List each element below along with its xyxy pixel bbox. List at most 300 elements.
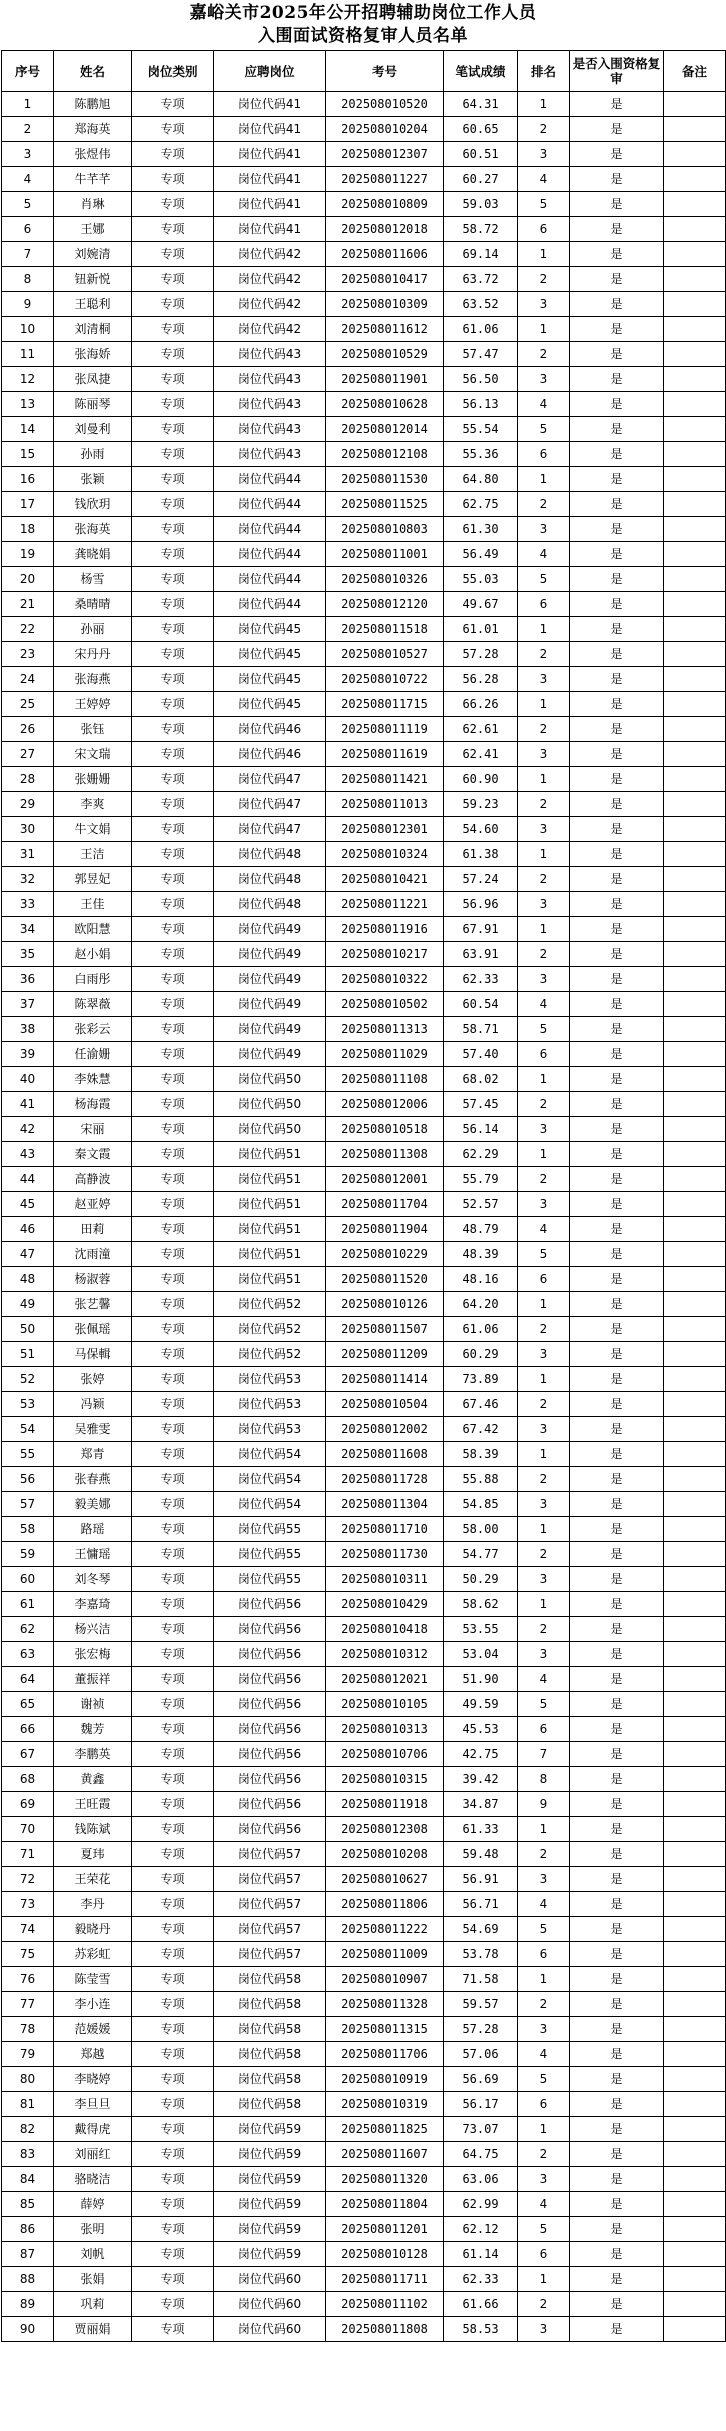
cell-name: 李姝慧 [54,1067,132,1092]
table-row [2,1692,726,1717]
cell-rank: 1 [518,1967,570,1992]
cell-seq: 59 [2,1542,54,1567]
cell-category: 专项 [132,1117,214,1142]
table-row [2,917,726,942]
cell-category: 专项 [132,1917,214,1942]
cell-score: 56.69 [444,2067,518,2092]
cell-qualified: 是 [570,1467,664,1492]
cell-category: 专项 [132,1992,214,2017]
cell-exam-number: 202508011108 [326,1067,444,1092]
cell-position: 岗位代码42 [214,242,326,267]
cell-qualified: 是 [570,667,664,692]
cell-name: 刘清桐 [54,317,132,342]
cell-remarks [664,717,726,742]
cell-qualified: 是 [570,342,664,367]
cell-remarks [664,267,726,292]
cell-score: 58.71 [444,1017,518,1042]
cell-seq: 63 [2,1642,54,1667]
cell-rank: 5 [518,192,570,217]
cell-score: 61.06 [444,1317,518,1342]
cell-exam-number: 202508012021 [326,1667,444,1692]
cell-rank: 3 [518,142,570,167]
cell-exam-number: 202508010919 [326,2067,444,2092]
cell-seq: 17 [2,492,54,517]
cell-score: 54.60 [444,817,518,842]
cell-position: 岗位代码49 [214,1017,326,1042]
cell-remarks [664,892,726,917]
cell-category: 专项 [132,1192,214,1217]
table-row [2,1092,726,1117]
cell-qualified: 是 [570,642,664,667]
cell-position: 岗位代码46 [214,717,326,742]
cell-position: 岗位代码55 [214,1517,326,1542]
cell-seq: 25 [2,692,54,717]
cell-remarks [664,767,726,792]
cell-qualified: 是 [570,1217,664,1242]
table-row [2,1392,726,1417]
cell-qualified: 是 [570,92,664,117]
cell-rank: 2 [518,2142,570,2167]
cell-rank: 1 [518,2117,570,2142]
cell-rank: 3 [518,1192,570,1217]
table-row [2,1667,726,1692]
cell-rank: 3 [518,817,570,842]
cell-seq: 82 [2,2117,54,2142]
cell-position: 岗位代码56 [214,1667,326,1692]
cell-category: 专项 [132,642,214,667]
cell-score: 71.58 [444,1967,518,1992]
cell-qualified: 是 [570,717,664,742]
cell-seq: 6 [2,217,54,242]
cell-exam-number: 202508011013 [326,792,444,817]
cell-seq: 2 [2,117,54,142]
cell-exam-number: 202508011608 [326,1442,444,1467]
cell-category: 专项 [132,667,214,692]
cell-qualified: 是 [570,1392,664,1417]
cell-remarks [664,1842,726,1867]
cell-qualified: 是 [570,242,664,267]
cell-seq: 90 [2,2317,54,2342]
cell-exam-number: 202508011227 [326,167,444,192]
cell-qualified: 是 [570,2217,664,2242]
cell-qualified: 是 [570,967,664,992]
table-row [2,2017,726,2042]
cell-position: 岗位代码43 [214,417,326,442]
cell-remarks [664,1442,726,1467]
cell-exam-number: 202508011704 [326,1192,444,1217]
cell-qualified: 是 [570,1592,664,1617]
cell-category: 专项 [132,1767,214,1792]
cell-position: 岗位代码57 [214,1942,326,1967]
cell-seq: 44 [2,1167,54,1192]
cell-position: 岗位代码45 [214,642,326,667]
cell-remarks [664,792,726,817]
table-row [2,417,726,442]
cell-remarks [664,1867,726,1892]
cell-qualified: 是 [570,392,664,417]
cell-qualified: 是 [570,617,664,642]
cell-category: 专项 [132,1217,214,1242]
cell-category: 专项 [132,1817,214,1842]
cell-rank: 3 [518,1117,570,1142]
table-row [2,892,726,917]
cell-rank: 2 [518,1842,570,1867]
cell-rank: 6 [518,442,570,467]
cell-score: 48.79 [444,1217,518,1242]
cell-score: 55.79 [444,1167,518,1192]
cell-remarks [664,1742,726,1767]
cell-position: 岗位代码50 [214,1117,326,1142]
cell-exam-number: 202508011606 [326,242,444,267]
table-row [2,117,726,142]
cell-score: 57.28 [444,642,518,667]
cell-position: 岗位代码41 [214,142,326,167]
cell-position: 岗位代码51 [214,1267,326,1292]
table-row [2,1142,726,1167]
cell-category: 专项 [132,1042,214,1067]
cell-rank: 2 [518,867,570,892]
cell-name: 王荣花 [54,1867,132,1892]
cell-position: 岗位代码59 [214,2142,326,2167]
cell-seq: 64 [2,1667,54,1692]
cell-category: 专项 [132,117,214,142]
cell-qualified: 是 [570,842,664,867]
cell-name: 刘丽红 [54,2142,132,2167]
cell-name: 毅美娜 [54,1492,132,1517]
cell-name: 张海燕 [54,667,132,692]
cell-category: 专项 [132,1442,214,1467]
cell-remarks [664,392,726,417]
cell-seq: 20 [2,567,54,592]
cell-score: 60.90 [444,767,518,792]
cell-seq: 71 [2,1842,54,1867]
cell-seq: 88 [2,2267,54,2292]
cell-score: 57.40 [444,1042,518,1067]
cell-score: 62.12 [444,2217,518,2242]
cell-category: 专项 [132,1067,214,1092]
cell-exam-number: 202508011706 [326,2042,444,2067]
cell-remarks [664,1217,726,1242]
cell-name: 贾丽娟 [54,2317,132,2342]
cell-remarks [664,1942,726,1967]
cell-score: 42.75 [444,1742,518,1767]
cell-exam-number: 202508012120 [326,592,444,617]
cell-qualified: 是 [570,1492,664,1517]
cell-remarks [664,1767,726,1792]
cell-category: 专项 [132,1717,214,1742]
cell-seq: 1 [2,92,54,117]
cell-remarks [664,2092,726,2117]
table-row [2,492,726,517]
cell-position: 岗位代码45 [214,617,326,642]
cell-rank: 3 [518,2017,570,2042]
cell-qualified: 是 [570,1667,664,1692]
cell-category: 专项 [132,892,214,917]
cell-remarks [664,1042,726,1067]
header-qualified: 是否入围资格复审 [570,51,664,92]
cell-position: 岗位代码53 [214,1392,326,1417]
cell-name: 冯颖 [54,1392,132,1417]
table-row [2,692,726,717]
cell-remarks [664,2292,726,2317]
cell-seq: 48 [2,1267,54,1292]
cell-remarks [664,1617,726,1642]
cell-remarks [664,317,726,342]
cell-seq: 11 [2,342,54,367]
header-seq: 序号 [2,51,54,92]
table-row [2,2067,726,2092]
cell-score: 53.55 [444,1617,518,1642]
cell-position: 岗位代码58 [214,2042,326,2067]
cell-exam-number: 202508011201 [326,2217,444,2242]
cell-position: 岗位代码47 [214,817,326,842]
cell-name: 马保輯 [54,1342,132,1367]
cell-exam-number: 202508011612 [326,317,444,342]
table-row [2,292,726,317]
cell-qualified: 是 [570,1742,664,1767]
cell-category: 专项 [132,1642,214,1667]
table-row [2,1342,726,1367]
cell-name: 李丹 [54,1892,132,1917]
cell-score: 56.91 [444,1867,518,1892]
cell-exam-number: 202508010309 [326,292,444,317]
table-row [2,1417,726,1442]
cell-qualified: 是 [570,2067,664,2092]
cell-exam-number: 202508011607 [326,2142,444,2167]
cell-position: 岗位代码52 [214,1317,326,1342]
cell-seq: 66 [2,1717,54,1742]
cell-exam-number: 202508010313 [326,1717,444,1742]
cell-seq: 29 [2,792,54,817]
cell-seq: 47 [2,1242,54,1267]
cell-seq: 5 [2,192,54,217]
cell-category: 专项 [132,342,214,367]
cell-category: 专项 [132,492,214,517]
cell-remarks [664,2192,726,2217]
cell-category: 专项 [132,1242,214,1267]
cell-exam-number: 202508012108 [326,442,444,467]
cell-rank: 1 [518,1442,570,1467]
table-row [2,542,726,567]
cell-rank: 2 [518,1617,570,1642]
cell-name: 欧阳慧 [54,917,132,942]
table-row [2,2042,726,2067]
cell-name: 张明 [54,2217,132,2242]
cell-remarks [664,1992,726,2017]
cell-exam-number: 202508010312 [326,1642,444,1667]
cell-rank: 1 [518,917,570,942]
cell-name: 牛芊芊 [54,167,132,192]
cell-qualified: 是 [570,1342,664,1367]
document-title [0,0,726,50]
cell-seq: 30 [2,817,54,842]
cell-exam-number: 202508010527 [326,642,444,667]
cell-seq: 4 [2,167,54,192]
cell-exam-number: 202508010417 [326,267,444,292]
cell-rank: 2 [518,1992,570,2017]
cell-category: 专项 [132,292,214,317]
cell-exam-number: 202508011001 [326,542,444,567]
cell-qualified: 是 [570,1292,664,1317]
cell-remarks [664,2017,726,2042]
table-row [2,2192,726,2217]
cell-position: 岗位代码44 [214,467,326,492]
cell-exam-number: 202508010502 [326,992,444,1017]
cell-name: 桑晴晴 [54,592,132,617]
cell-remarks [664,167,726,192]
cell-rank: 2 [518,1392,570,1417]
cell-name: 张婷 [54,1367,132,1392]
cell-score: 67.46 [444,1392,518,1417]
cell-category: 专项 [132,867,214,892]
cell-remarks [664,842,726,867]
cell-remarks [664,2117,726,2142]
table-row [2,592,726,617]
cell-name: 王洁 [54,842,132,867]
table-row [2,717,726,742]
cell-score: 61.01 [444,617,518,642]
cell-name: 秦文霞 [54,1142,132,1167]
cell-exam-number: 202508010809 [326,192,444,217]
cell-exam-number: 202508011518 [326,617,444,642]
cell-seq: 28 [2,767,54,792]
cell-position: 岗位代码57 [214,1867,326,1892]
cell-category: 专项 [132,167,214,192]
cell-remarks [664,367,726,392]
cell-score: 63.91 [444,942,518,967]
cell-category: 专项 [132,517,214,542]
cell-rank: 2 [518,342,570,367]
table-row [2,2092,726,2117]
cell-rank: 5 [518,1917,570,1942]
cell-name: 黄鑫 [54,1767,132,1792]
cell-exam-number: 202508011315 [326,2017,444,2042]
cell-name: 任渝姗 [54,1042,132,1067]
cell-qualified: 是 [570,1942,664,1967]
cell-score: 61.06 [444,317,518,342]
cell-exam-number: 202508011525 [326,492,444,517]
cell-seq: 13 [2,392,54,417]
table-row [2,517,726,542]
cell-qualified: 是 [570,1917,664,1942]
cell-position: 岗位代码49 [214,917,326,942]
cell-qualified: 是 [570,1992,664,2017]
cell-score: 57.45 [444,1092,518,1117]
cell-position: 岗位代码45 [214,667,326,692]
cell-name: 孙丽 [54,617,132,642]
cell-exam-number: 202508011728 [326,1467,444,1492]
cell-score: 59.48 [444,1842,518,1867]
cell-qualified: 是 [570,542,664,567]
cell-category: 专项 [132,1517,214,1542]
cell-exam-number: 202508010126 [326,1292,444,1317]
cell-name: 王慵瑶 [54,1542,132,1567]
cell-seq: 69 [2,1792,54,1817]
cell-seq: 33 [2,892,54,917]
cell-score: 61.38 [444,842,518,867]
cell-category: 专项 [132,1342,214,1367]
cell-qualified: 是 [570,742,664,767]
cell-remarks [664,2217,726,2242]
cell-category: 专项 [132,1967,214,1992]
cell-position: 岗位代码48 [214,892,326,917]
cell-exam-number: 202508012002 [326,1417,444,1442]
cell-rank: 3 [518,292,570,317]
cell-score: 63.52 [444,292,518,317]
table-row [2,1742,726,1767]
cell-category: 专项 [132,1467,214,1492]
cell-score: 62.33 [444,2267,518,2292]
cell-rank: 6 [518,2242,570,2267]
cell-remarks [664,592,726,617]
table-header-row [2,51,726,92]
cell-remarks [664,967,726,992]
cell-seq: 43 [2,1142,54,1167]
cell-category: 专项 [132,1592,214,1617]
table-row [2,1717,726,1742]
cell-category: 专项 [132,2242,214,2267]
cell-remarks [664,117,726,142]
cell-seq: 36 [2,967,54,992]
cell-rank: 6 [518,1717,570,1742]
cell-score: 58.39 [444,1442,518,1467]
cell-position: 岗位代码41 [214,217,326,242]
cell-remarks [664,542,726,567]
cell-position: 岗位代码51 [214,1142,326,1167]
cell-name: 陈翠薇 [54,992,132,1017]
cell-remarks [664,2242,726,2267]
cell-rank: 5 [518,1692,570,1717]
cell-position: 岗位代码55 [214,1542,326,1567]
header-score: 笔试成绩 [444,51,518,92]
cell-name: 张姗姗 [54,767,132,792]
cell-position: 岗位代码57 [214,1842,326,1867]
cell-category: 专项 [132,1867,214,1892]
cell-score: 54.69 [444,1917,518,1942]
cell-exam-number: 202508010315 [326,1767,444,1792]
cell-rank: 5 [518,1017,570,1042]
table-row [2,2117,726,2142]
cell-remarks [664,867,726,892]
cell-seq: 87 [2,2242,54,2267]
cell-rank: 3 [518,367,570,392]
cell-seq: 3 [2,142,54,167]
cell-exam-number: 202508010429 [326,1592,444,1617]
cell-position: 岗位代码41 [214,92,326,117]
cell-category: 专项 [132,1167,214,1192]
cell-score: 62.75 [444,492,518,517]
cell-exam-number: 202508011029 [326,1042,444,1067]
cell-exam-number: 202508011222 [326,1917,444,1942]
cell-exam-number: 202508010803 [326,517,444,542]
cell-rank: 2 [518,1317,570,1342]
cell-seq: 7 [2,242,54,267]
cell-category: 专项 [132,692,214,717]
cell-remarks [664,1717,726,1742]
cell-name: 张春燕 [54,1467,132,1492]
cell-rank: 5 [518,2217,570,2242]
cell-exam-number: 202508011009 [326,1942,444,1967]
cell-score: 48.16 [444,1267,518,1292]
cell-category: 专项 [132,2117,214,2142]
cell-remarks [664,442,726,467]
cell-score: 64.31 [444,92,518,117]
cell-position: 岗位代码57 [214,1892,326,1917]
cell-score: 58.72 [444,217,518,242]
cell-position: 岗位代码41 [214,192,326,217]
cell-qualified: 是 [570,1567,664,1592]
cell-seq: 37 [2,992,54,1017]
